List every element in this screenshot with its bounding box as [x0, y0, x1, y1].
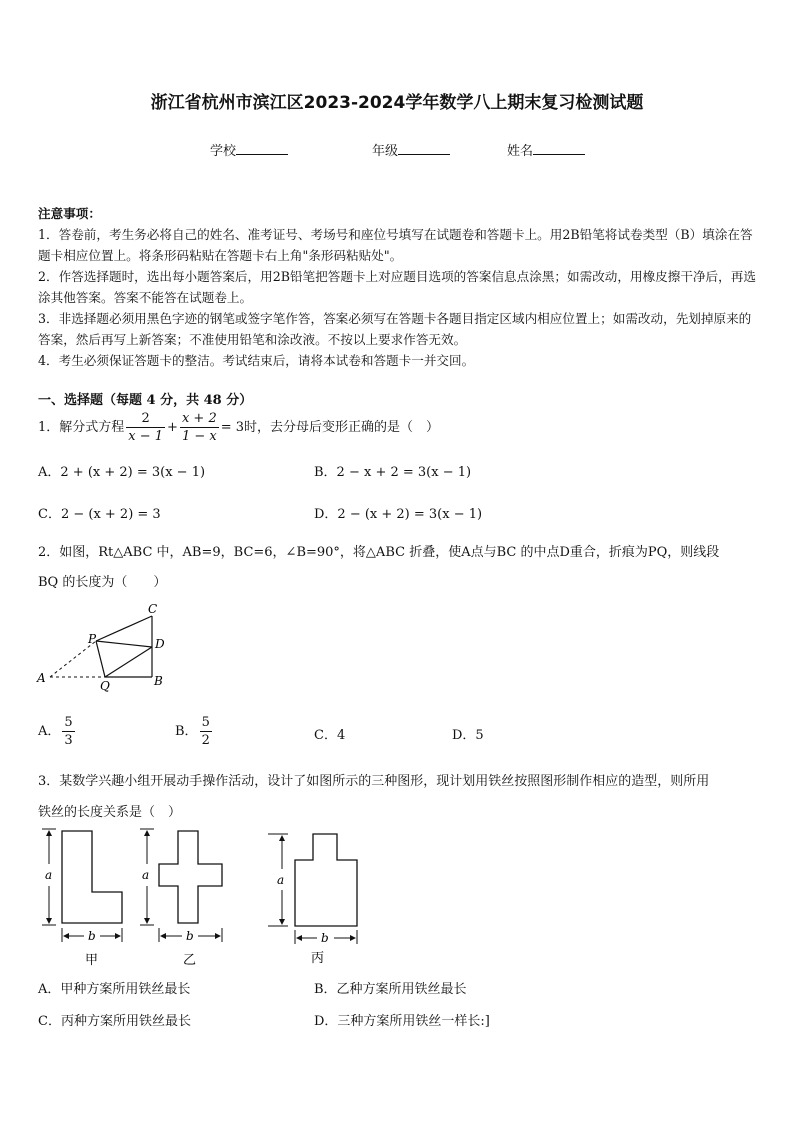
label-C: C: [148, 602, 158, 616]
q2-option-b-num: 5: [201, 715, 210, 730]
q2-option-b[interactable]: [175, 714, 214, 749]
note-item: 3．非选择题必须用黑色字迹的钢笔或签字笔作答，答案必须写在答题卡各题目指定区域内相应位置上；如需改动，先划掉原来的答案，然后再写上新答案；不准使用铅笔和涂改液。不按以上要求作答无效。: [38, 311, 752, 347]
name-label: 姓名: [507, 144, 534, 159]
grade-label: 年级: [372, 144, 399, 159]
label-Q: Q: [100, 679, 110, 693]
grade-blank: [398, 142, 450, 155]
jia-caption: 甲: [85, 953, 99, 968]
note-item: 4．考生必须保证答题卡的整洁。考试结束后，请将本试卷和答题卡一并交回。: [38, 353, 475, 368]
name-blank: [533, 142, 585, 155]
shape-bing-stepped: [295, 834, 357, 926]
q2-option-a[interactable]: [38, 714, 77, 749]
q2-option-b-label: B．: [175, 724, 198, 739]
q1-frac1-num: 2: [126, 410, 165, 428]
grade-field: [372, 140, 450, 159]
q3-option-b[interactable]: B．乙种方案所用铁丝最长: [314, 982, 467, 997]
q2-option-b-fraction: [200, 714, 212, 749]
question-1: [38, 410, 439, 445]
q3-option-c[interactable]: C．丙种方案所用铁丝最长: [38, 1014, 191, 1029]
q1-suffix: = 3时，去分母后变形正确的是（ ）: [220, 420, 440, 435]
section-heading: 一、选择题（每题 4 分，共 48 分）: [38, 393, 253, 408]
q2-option-c[interactable]: C．4: [314, 728, 346, 743]
q1-option-a[interactable]: A．2 + (x + 2) = 3(x − 1): [38, 465, 206, 480]
segment-PQ: [96, 641, 105, 677]
yi-a-label: a: [142, 868, 150, 882]
q1-fraction-1: [126, 410, 165, 445]
q3-text-line-1: 3．某数学兴趣小组开展动手操作活动，设计了如图所示的三种图形，现计划用铁丝按照图形制作相应的造型，则所用: [38, 774, 710, 789]
q1-option-d[interactable]: D．2 − (x + 2) = 3(x − 1): [314, 507, 483, 522]
notes-block: [38, 203, 760, 371]
school-field: [210, 140, 288, 159]
bing-a-label: a: [277, 873, 285, 887]
q2-option-a-den: 3: [64, 733, 73, 748]
q1-frac2-den: 1 − x: [181, 429, 217, 444]
school-label: 学校: [210, 144, 237, 159]
bing-b-label: b: [321, 931, 329, 945]
q3-shapes-figure: [30, 824, 370, 968]
jia-b-label: b: [88, 929, 96, 943]
q1-option-b[interactable]: B．2 − x + 2 = 3(x − 1): [314, 465, 472, 480]
note-item: 1．答卷前，考生务必将自己的姓名、准考证号、考场号和座位号填写在试题卷和答题卡上。用2B铅笔将试卷类型（B）填涂在答题卡相应位置上。将条形码粘贴在答题卡右上角"条形码粘贴处"。: [38, 227, 753, 263]
q3-text-line-2: 铁丝的长度关系是（ ）: [38, 805, 182, 820]
shape-yi-cross: [159, 831, 222, 923]
q2-option-b-den: 2: [201, 733, 210, 748]
q3-option-d[interactable]: D．三种方案所用铁丝一样长:]: [314, 1014, 490, 1029]
q1-prefix: 1．解分式方程: [38, 420, 125, 435]
label-A: A: [37, 671, 46, 685]
label-P: P: [88, 632, 97, 646]
q1-fraction-2: [180, 410, 219, 445]
note-item: 2．作答选择题时，选出每小题答案后，用2B铅笔把答题卡上对应题目选项的答案信息点涂黑；如需改动，用橡皮擦干净后，再选涂其他答案。答案不能答在试题卷上。: [38, 269, 756, 305]
segment-QD: [105, 647, 152, 677]
yi-caption: 乙: [183, 953, 197, 968]
school-blank: [236, 142, 288, 155]
segment-PC: [96, 616, 152, 641]
jia-a-label: a: [45, 868, 53, 882]
q2-option-a-fraction: [62, 714, 74, 749]
label-B: B: [154, 674, 163, 688]
segment-AP: [50, 641, 96, 677]
shape-jia-l: [62, 831, 122, 923]
notes-heading: 注意事项：: [38, 206, 101, 221]
segment-PD: [96, 641, 152, 647]
q1-plus: +: [167, 420, 178, 435]
q2-option-a-label: A．: [38, 724, 61, 739]
bing-caption: 丙: [311, 951, 325, 966]
label-D: D: [155, 637, 165, 651]
q1-frac2-num: x + 2: [181, 411, 217, 426]
page-title: 浙江省杭州市滨江区2023-2024学年数学八上期末复习检测试题: [150, 93, 644, 113]
name-field: [507, 140, 585, 159]
q3-option-a[interactable]: A．甲种方案所用铁丝最长: [38, 982, 191, 997]
q2-text-line-2: BQ 的长度为（ ）: [38, 575, 167, 590]
q1-option-c[interactable]: C．2 − (x + 2) = 3: [38, 507, 161, 522]
q1-frac1-den: x − 1: [128, 429, 164, 444]
q2-text-line-1: 2．如图，Rt△ABC 中，AB=9，BC=6，∠B=90°，将△ABC 折叠，使A点与BC 的中点D重合，折痕为PQ，则线段: [38, 545, 720, 560]
yi-b-label: b: [186, 929, 194, 943]
q2-option-a-num: 5: [64, 715, 73, 730]
q2-option-d[interactable]: D．5: [452, 728, 484, 743]
q2-triangle-figure: [30, 598, 180, 694]
